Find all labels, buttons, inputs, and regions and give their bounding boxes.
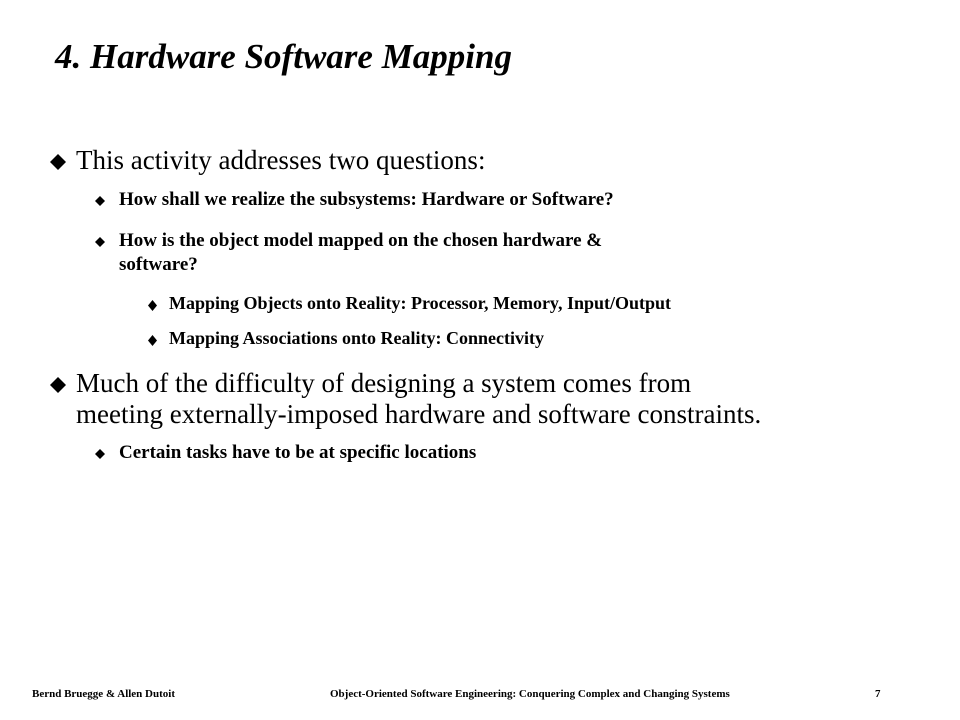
footer-authors: Bernd Bruegge & Allen Dutoit — [32, 688, 175, 700]
bullet-text: How shall we realize the subsystems: Hardware or Software? — [119, 189, 614, 210]
bullet-text: This activity addresses two questions: — [76, 145, 486, 175]
footer-book-title: Object-Oriented Software Engineering: Conquering Complex and Changing Systems — [330, 688, 730, 700]
bullet-text: Mapping Associations onto Reality: Connectivity — [169, 328, 545, 348]
diamond-bullet-icon — [50, 368, 66, 399]
bullet-level1 — [50, 145, 485, 176]
bullet-text-line2: meeting externally-imposed hardware and software constraints. — [76, 399, 762, 429]
bullet-level2 — [95, 441, 476, 465]
bullet-level2 — [95, 229, 602, 277]
bullet-level3 — [148, 292, 671, 314]
bullet-text: Certain tasks have to be at specific locations — [119, 442, 477, 463]
bullet-level1 — [50, 368, 761, 430]
bullet-level3 — [148, 327, 544, 349]
small-diamond-bullet-icon — [148, 292, 158, 314]
bullet-text-line1: Much of the difficulty of designing a system comes from — [76, 368, 692, 398]
diamond-bullet-icon — [95, 229, 107, 253]
bullet-text-line2: software? — [119, 254, 198, 275]
slide-title: 4. Hardware Software Mapping — [55, 37, 512, 76]
bullet-text: Mapping Objects onto Reality: Processor, Memory, Input/Output — [169, 293, 671, 313]
page-number: 7 — [875, 688, 881, 700]
diamond-bullet-icon — [95, 188, 107, 212]
diamond-bullet-icon — [95, 441, 107, 465]
small-diamond-bullet-icon — [148, 327, 158, 349]
bullet-level2 — [95, 188, 614, 212]
bullet-text-line1: How is the object model mapped on the chosen hardware & — [119, 230, 603, 251]
diamond-bullet-icon — [50, 145, 66, 176]
